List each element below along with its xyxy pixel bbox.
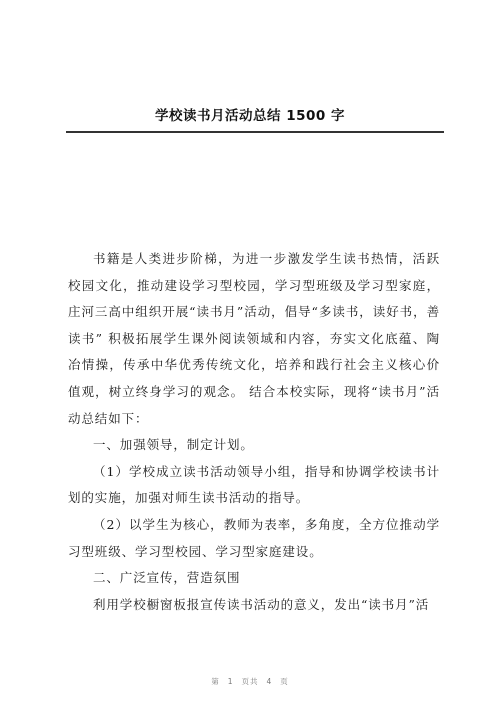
current-page-number: 1 <box>227 677 234 686</box>
page-footer <box>0 676 500 687</box>
section-heading-1: 一、加强领导，制定计划。 <box>93 437 254 453</box>
paragraph-item-2: （2）以学生为核心，教师为表率，多角度，全方位推动学习型班级、学习型校园、学习型家庭建设。 <box>68 516 440 559</box>
paragraph-item-1: （1）学校成立读书活动领导小组，指导和协调学校读书计划的实施，加强对师生读书活动的指导。 <box>68 463 440 506</box>
paragraph-intro: 书籍是人类进步阶梯，为进一步激发学生读书热情，活跃校园文化，推动建设学习型校园，学习型班级及学习型家庭，庄河三高中组织开展“读书月”活动，倡导“多读书，读好书，善读书” 积极拓展学生课外阅读领域和内容，夯实文化底蕴、陶冶情操，传承中华优秀传统文化，培养和践行社会主义核心价值观，树立终身学习的观念。 结合本校实际，现将“读书月”活动总结如下： <box>68 251 440 426</box>
document-body <box>68 246 440 618</box>
paragraph-publicity: 利用学校橱窗板报宣传读书活动的意义，发出“读书月”活 <box>93 596 430 612</box>
section-heading-2: 二、广泛宣传，营造氛围 <box>93 570 241 586</box>
page-label-middle: 页共 <box>241 677 259 686</box>
document-title: 学校读书月活动总结 1500 字 <box>155 108 345 124</box>
page-label-suffix: 页 <box>280 677 289 686</box>
title-underline <box>66 131 444 133</box>
total-pages-number: 4 <box>266 677 273 686</box>
page-label-prefix: 第 <box>211 677 220 686</box>
